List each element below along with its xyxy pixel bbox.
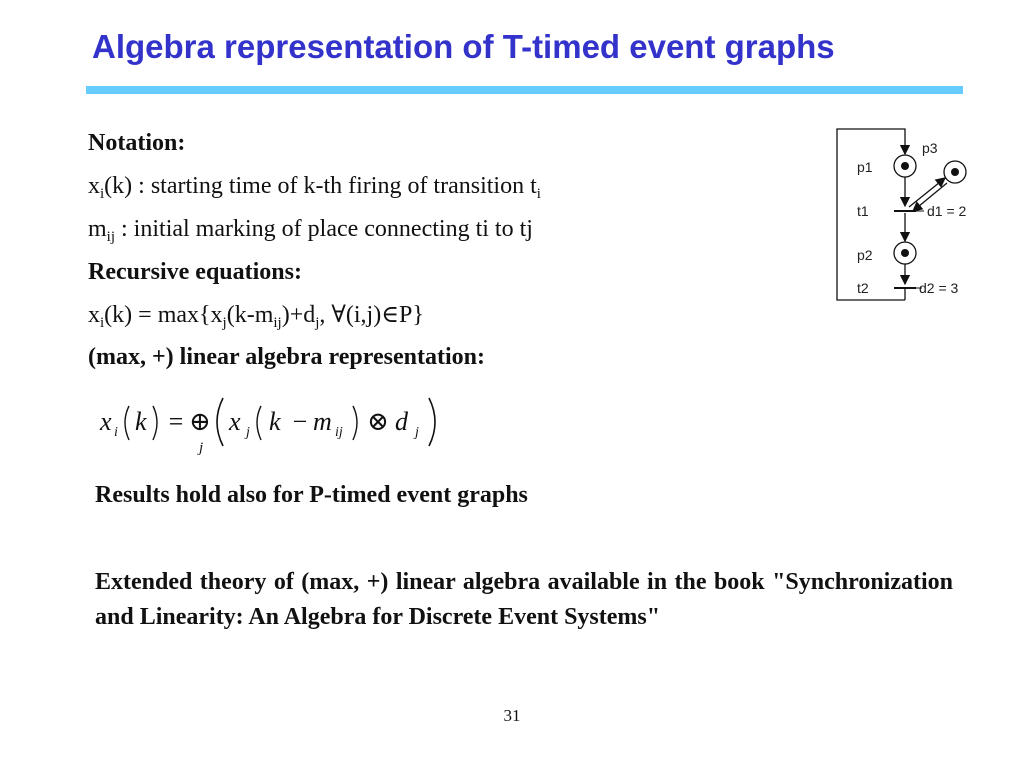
- slide-title: Algebra representation of T-timed event graphs: [92, 28, 835, 65]
- title-underline: [86, 86, 963, 94]
- notation-x-line: [88, 171, 541, 201]
- formula-dj: j: [415, 425, 419, 440]
- eq-sub: j: [315, 315, 320, 331]
- inner-paren-open: [257, 406, 261, 440]
- x-description-subscript: i: [536, 186, 541, 202]
- formula-otimes: ⊗: [367, 407, 389, 436]
- eq-sub: i: [100, 315, 105, 331]
- eq-part: (k-m: [226, 302, 274, 328]
- label-d2: d2 = 3: [919, 280, 959, 296]
- m-variable: m: [88, 216, 107, 242]
- page-number: 31: [503, 706, 521, 725]
- big-paren-close: [429, 398, 435, 446]
- formula-k: k: [135, 407, 147, 436]
- token-p3: [951, 168, 959, 176]
- inner-paren-close: [353, 406, 357, 440]
- formula-j-sub: j: [246, 425, 250, 440]
- formula-k2: k: [269, 407, 281, 436]
- label-d1: d1 = 2: [927, 203, 967, 219]
- maxplus-heading: (max, +) linear algebra representation:: [88, 344, 485, 370]
- label-t2: t2: [857, 280, 869, 296]
- formula-j-under: j: [199, 440, 204, 456]
- eq-part: )+d: [281, 302, 316, 328]
- label-p1: p1: [857, 159, 873, 175]
- label-t1: t1: [857, 203, 869, 219]
- notation-heading: Notation:: [88, 130, 186, 156]
- eq-part: x: [88, 302, 100, 328]
- formula-ij: ij: [335, 425, 343, 440]
- event-graph-diagram: [830, 120, 1020, 320]
- formula-m: m: [313, 407, 332, 436]
- x-subscript: i: [100, 186, 105, 202]
- notation-m-line: [88, 214, 533, 244]
- maxplus-formula: [95, 392, 455, 462]
- token-p2: [901, 249, 909, 257]
- paren-close: [153, 406, 157, 440]
- formula-d: d: [395, 407, 408, 436]
- result-note: Results hold also for P-timed event graphs: [95, 482, 528, 508]
- big-paren-open: [217, 398, 223, 446]
- formula-i: i: [114, 425, 118, 440]
- x-variable: x: [88, 173, 100, 199]
- eq-sub: j: [222, 315, 227, 331]
- m-description: : initial marking of place connecting ti to tj: [115, 216, 533, 242]
- book-reference: Extended theory of (max, +) linear algebra available in the book "Synchronization and Linearity: An Algebra for Discrete Event Systems": [95, 569, 953, 630]
- formula-equals: =: [167, 407, 185, 436]
- formula-oplus: ⊕: [189, 407, 211, 436]
- formula-minus: −: [291, 407, 309, 436]
- recursive-heading: Recursive equations:: [88, 259, 302, 285]
- formula-xj: x: [229, 407, 241, 436]
- label-p3: p3: [922, 140, 938, 156]
- x-description: (k) : starting time of k-th firing of transition t: [104, 173, 537, 199]
- feedback-arc: [837, 129, 905, 300]
- paren-open: [125, 406, 129, 440]
- eq-part: , ∀(i,j)∈P}: [319, 302, 424, 328]
- formula-x: x: [100, 407, 112, 436]
- m-subscript: ij: [106, 229, 116, 245]
- token-p1: [901, 162, 909, 170]
- recursive-equation: [88, 300, 424, 330]
- label-p2: p2: [857, 247, 873, 263]
- eq-part: (k) = max{x: [104, 302, 223, 328]
- eq-sub: ij: [273, 315, 282, 331]
